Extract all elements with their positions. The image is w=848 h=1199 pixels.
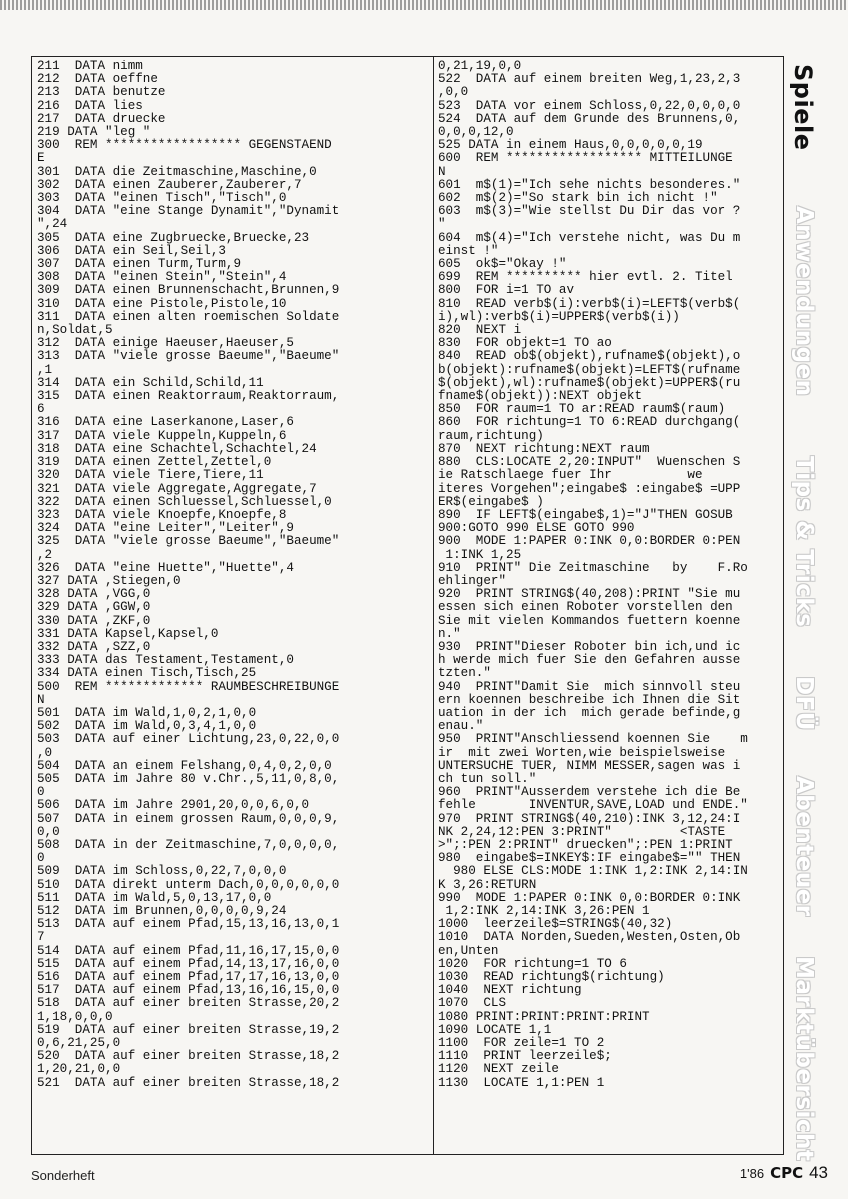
- code-line: 870 NEXT richtung:NEXT raum: [438, 441, 650, 456]
- code-line: ,0: [37, 745, 53, 760]
- code-line: 515 DATA auf einem Pfad,14,13,17,16,0,0: [37, 956, 340, 971]
- code-line: 990 MODE 1:PAPER 0:INK 0,0:BORDER 0:INK: [438, 890, 741, 905]
- code-line: 930 PRINT"Dieser Roboter bin ich,und ic: [438, 639, 741, 654]
- section-tab-spiele: Spiele: [789, 64, 817, 151]
- code-line: 305 DATA eine Zugbruecke,Bruecke,23: [37, 230, 310, 245]
- code-line: 500 REM ************* RAUMBESCHREIBUNGE: [37, 679, 340, 694]
- code-line: 1100 FOR zeile=1 TO 2: [438, 1036, 605, 1051]
- code-line: 304 DATA "eine Stange Dynamit","Dynamit: [37, 204, 340, 219]
- code-line: 327 DATA ,Stiegen,0: [37, 573, 181, 588]
- code-line: 1040 NEXT richtung: [438, 983, 582, 998]
- code-line: iteres Vorgehen";eingabe$ :eingabe$ =UPP: [438, 481, 741, 496]
- code-line: 850 FOR raum=1 TO ar:READ raum$(raum): [438, 402, 726, 417]
- code-line: NK 2,24,12:PEN 3:PRINT" <TASTE: [438, 824, 726, 839]
- code-line: 525 DATA in einem Haus,0,0,0,0,0,19: [438, 138, 703, 153]
- code-line: 514 DATA auf einem Pfad,11,16,17,15,0,0: [37, 943, 340, 958]
- code-line: 910 PRINT" Die Zeitmaschine by F.Ro: [438, 560, 748, 575]
- code-line: ": [438, 217, 446, 232]
- code-line: >";:PEN 2:PRINT" druecken";:PEN 1:PRINT: [438, 837, 733, 852]
- code-line: ern koennen beschreibe ich Ihnen die Sit: [438, 692, 741, 707]
- code-line: 1:INK 1,25: [438, 547, 522, 562]
- code-line: i),wl):verb$(i)=UPPER$(verb$(i)): [438, 309, 680, 324]
- code-line: 329 DATA ,GGW,0: [37, 600, 151, 615]
- code-line: 317 DATA viele Kuppeln,Kuppeln,6: [37, 428, 287, 443]
- code-line: N: [438, 164, 446, 179]
- code-line: 600 REM ****************** MITTEILUNGE: [438, 151, 733, 166]
- code-line: ,0,0: [438, 85, 469, 100]
- code-line: h werde mich fuer Sie den Gefahren ausse: [438, 653, 741, 668]
- code-line: 0: [37, 785, 45, 800]
- code-line: 1,18,0,0,0: [37, 1009, 113, 1024]
- code-line: uation in der ich mich gerade befinde,g: [438, 705, 741, 720]
- code-line: 1010 DATA Norden,Sueden,Westen,Osten,Ob: [438, 930, 741, 945]
- code-line: 1080 PRINT:PRINT:PRINT:PRINT: [438, 1009, 650, 1024]
- code-line: fname$(objekt)):NEXT objekt: [438, 389, 643, 404]
- code-line: 326 DATA "eine Huette","Huette",4: [37, 560, 294, 575]
- section-index-sidebar: [786, 56, 848, 1162]
- code-line: 900:GOTO 990 ELSE GOTO 990: [438, 521, 635, 536]
- code-line: 0,0: [37, 824, 60, 839]
- code-line: 219 DATA "leg ": [37, 125, 151, 140]
- code-line: 333 DATA das Testament,Testament,0: [37, 653, 294, 668]
- code-line: 518 DATA auf einer breiten Strasse,20,2: [37, 996, 340, 1011]
- code-line: 300 REM ****************** GEGENSTAEND: [37, 138, 332, 153]
- code-line: 940 PRINT"Damit Sie mich sinnvoll steu: [438, 679, 741, 694]
- code-line: 840 READ ob$(objekt),rufname$(objekt),o: [438, 349, 741, 364]
- code-line: ",24: [37, 217, 68, 232]
- code-line: 830 FOR objekt=1 TO ao: [438, 336, 612, 351]
- code-line: 699 REM ********** hier evtl. 2. Titel: [438, 270, 733, 285]
- code-line: fehle INVENTUR,SAVE,LOAD und ENDE.": [438, 798, 748, 813]
- code-line: 507 DATA in einem grossen Raum,0,0,0,9,: [37, 811, 340, 826]
- code-line: ch tun soll.": [438, 771, 537, 786]
- code-line: 331 DATA Kapsel,Kapsel,0: [37, 626, 219, 641]
- code-line: UNTERSUCHE TUER, NIMM MESSER,sagen was i: [438, 758, 741, 773]
- code-line: raum,richtung): [438, 428, 544, 443]
- code-line: 900 MODE 1:PAPER 0:INK 0,0:BORDER 0:PEN: [438, 534, 741, 549]
- perforation-edge: [0, 0, 848, 10]
- code-line: K 3,26:RETURN: [438, 877, 537, 892]
- code-line: 330 DATA ,ZKF,0: [37, 613, 151, 628]
- code-line: 318 DATA eine Schachtel,Schachtel,24: [37, 441, 317, 456]
- code-line: 522 DATA auf einem breiten Weg,1,23,2,3: [438, 72, 741, 87]
- code-line: 0: [37, 851, 45, 866]
- listing-column-left: [37, 60, 429, 1152]
- code-line: en,Unten: [438, 943, 499, 958]
- code-line: ehlinger": [438, 573, 507, 588]
- code-line: 322 DATA einen Schluessel,Schluessel,0: [37, 494, 332, 509]
- code-line: 0,0,0,12,0: [438, 125, 514, 140]
- code-line: 1070 CLS: [438, 996, 507, 1011]
- code-line: 313 DATA "viele grosse Baeume","Baeume": [37, 349, 340, 364]
- code-line: 920 PRINT STRING$(40,208):PRINT "Sie mu: [438, 587, 741, 602]
- code-line: einst !": [438, 243, 499, 258]
- code-line: 513 DATA auf einem Pfad,15,13,16,13,0,1: [37, 917, 340, 932]
- section-tab-marktübersicht: Marktübersicht: [791, 956, 817, 1162]
- code-line: 301 DATA die Zeitmaschine,Maschine,0: [37, 164, 317, 179]
- code-line: tzten.": [438, 666, 491, 681]
- code-line: ie Ratschlaege fuer Ihr we: [438, 468, 703, 483]
- code-line: 520 DATA auf einer breiten Strasse,18,2: [37, 1049, 340, 1064]
- code-line: 512 DATA im Brunnen,0,0,0,0,9,24: [37, 904, 287, 918]
- code-line: 950 PRINT"Anschliessend koennen Sie m: [438, 732, 748, 747]
- code-line: 332 DATA ,SZZ,0: [37, 639, 151, 654]
- section-tab-tips-tricks: Tips & Tricks: [791, 456, 817, 628]
- issue-label: 1'86: [739, 1166, 765, 1181]
- code-line: 323 DATA viele Knoepfe,Knoepfe,8: [37, 507, 287, 522]
- code-line: 334 DATA einen Tisch,Tisch,25: [37, 666, 257, 681]
- code-line: b(objekt):rufname$(objekt)=LEFT$(rufname: [438, 362, 741, 377]
- code-line: 511 DATA im Wald,5,0,13,17,0,0: [37, 890, 272, 905]
- code-line: 7: [37, 930, 45, 945]
- code-line: 211 DATA nimm: [37, 60, 143, 73]
- code-line: 310 DATA eine Pistole,Pistole,10: [37, 296, 287, 311]
- code-line: 509 DATA im Schloss,0,22,7,0,0,0: [37, 864, 287, 879]
- code-line: 605 ok$="Okay !": [438, 257, 567, 272]
- code-line: 319 DATA einen Zettel,Zettel,0: [37, 455, 272, 470]
- code-line: 601 m$(1)="Ich sehe nichts besonderes.": [438, 177, 741, 192]
- code-line: 501 DATA im Wald,1,0,2,1,0,0: [37, 705, 257, 720]
- section-tab-anwendungen: Anwendungen: [791, 206, 817, 397]
- code-line: 523 DATA vor einem Schloss,0,22,0,0,0,0: [438, 98, 741, 113]
- code-line: 217 DATA druecke: [37, 111, 166, 126]
- code-line: 1000 leerzeile$=STRING$(40,32): [438, 917, 673, 932]
- code-line: 1130 LOCATE 1,1:PEN 1: [438, 1075, 605, 1090]
- code-line: 315 DATA einen Reaktorraum,Reaktorraum,: [37, 389, 340, 404]
- code-line: n.": [438, 626, 461, 641]
- code-line: 510 DATA direkt unterm Dach,0,0,0,0,0,0: [37, 877, 340, 892]
- code-line: 502 DATA im Wald,0,3,4,1,0,0: [37, 719, 257, 734]
- code-line: 312 DATA einige Haeuser,Haeuser,5: [37, 336, 294, 351]
- code-line: 309 DATA einen Brunnenschacht,Brunnen,9: [37, 283, 340, 298]
- code-line: 503 DATA auf einer Lichtung,23,0,22,0,0: [37, 732, 340, 747]
- code-line: 980 eingabe$=INKEY$:IF eingabe$="" THEN: [438, 851, 741, 866]
- code-line: 505 DATA im Jahre 80 v.Chr.,5,11,0,8,0,: [37, 771, 340, 786]
- code-line: n,Soldat,5: [37, 323, 113, 338]
- code-line: 308 DATA "einen Stein","Stein",4: [37, 270, 287, 285]
- code-line: 820 NEXT i: [438, 323, 522, 338]
- code-line: 1,2:INK 2,14:INK 3,26:PEN 1: [438, 904, 650, 918]
- code-line: 311 DATA einen alten roemischen Soldate: [37, 309, 340, 324]
- code-line: 1030 READ richtung$(richtung): [438, 970, 665, 985]
- code-line: 1020 FOR richtung=1 TO 6: [438, 956, 627, 971]
- code-line: 517 DATA auf einem Pfad,13,16,16,15,0,0: [37, 983, 340, 998]
- page-footer: [740, 1163, 828, 1183]
- code-line: 316 DATA eine Laserkanone,Laser,6: [37, 415, 294, 430]
- code-line: 1090 LOCATE 1,1: [438, 1022, 552, 1037]
- code-line: 321 DATA viele Aggregate,Aggregate,7: [37, 481, 317, 496]
- code-line: 328 DATA ,VGG,0: [37, 587, 151, 602]
- code-line: 1120 NEXT zeile: [438, 1062, 559, 1077]
- publication-label: Sonderheft: [31, 1168, 95, 1183]
- code-line: 519 DATA auf einer breiten Strasse,19,2: [37, 1022, 340, 1037]
- code-line: ,1: [37, 362, 53, 377]
- code-line: 302 DATA einen Zauberer,Zauberer,7: [37, 177, 302, 192]
- code-line: 508 DATA in der Zeitmaschine,7,0,0,0,0,: [37, 837, 340, 852]
- listing-column-right: [438, 60, 781, 1152]
- code-line: 604 m$(4)="Ich verstehe nicht, was Du m: [438, 230, 741, 245]
- code-line: 0,21,19,0,0: [438, 60, 522, 73]
- section-tab-abenteuer: Abenteuer: [791, 776, 817, 917]
- code-line: essen sich einen Roboter vorstellen den: [438, 600, 733, 615]
- code-line: N: [37, 692, 45, 707]
- code-line: 880 CLS:LOCATE 2,20:INPUT" Wuenschen S: [438, 455, 741, 470]
- code-line: 325 DATA "viele grosse Baeume","Baeume": [37, 534, 340, 549]
- code-line: 516 DATA auf einem Pfad,17,17,16,13,0,0: [37, 970, 340, 985]
- code-line: ,2: [37, 547, 53, 562]
- code-line: 1110 PRINT leerzeile$;: [438, 1049, 612, 1064]
- code-line: E: [37, 151, 45, 166]
- code-line: 603 m$(3)="Wie stellst Du Dir das vor ?: [438, 204, 741, 219]
- code-line: 6: [37, 402, 45, 417]
- code-line: ER$(eingabe$ ): [438, 494, 544, 509]
- code-line: 810 READ verb$(i):verb$(i)=LEFT$(verb$(: [438, 296, 741, 311]
- code-line: 216 DATA lies: [37, 98, 143, 113]
- code-line: 800 FOR i=1 TO av: [438, 283, 575, 298]
- code-line: 980 ELSE CLS:MODE 1:INK 1,2:INK 2,14:IN: [438, 864, 748, 879]
- code-line: 602 m$(2)="So stark bin ich nicht !": [438, 191, 718, 206]
- code-line: Sie mit vielen Kommandos fuettern koenne: [438, 613, 741, 628]
- column-divider: [433, 56, 434, 1155]
- code-line: 524 DATA auf dem Grunde des Brunnens,0,: [438, 111, 741, 126]
- section-tab-dfü: DFÜ: [791, 676, 817, 731]
- code-line: ir mit zwei Worten,wie beispielsweise: [438, 745, 726, 760]
- code-line: 504 DATA an einem Felshang,0,4,0,2,0,0: [37, 758, 332, 773]
- code-line: $(objekt),wl):rufname$(objekt)=UPPER$(ru: [438, 375, 741, 390]
- code-line: 303 DATA "einen Tisch","Tisch",0: [37, 191, 287, 206]
- code-line: 960 PRINT"Ausserdem verstehe ich die Be: [438, 785, 741, 800]
- code-line: 970 PRINT STRING$(40,210):INK 3,12,24:I: [438, 811, 741, 826]
- code-line: 860 FOR richtung=1 TO 6:READ durchgang(: [438, 415, 741, 430]
- code-line: 506 DATA im Jahre 2901,20,0,0,6,0,0: [37, 798, 310, 813]
- code-line: 307 DATA einen Turm,Turm,9: [37, 257, 242, 272]
- code-line: 0,6,21,25,0: [37, 1036, 121, 1051]
- code-line: 890 IF LEFT$(eingabe$,1)="J"THEN GOSUB: [438, 507, 733, 522]
- code-line: 521 DATA auf einer breiten Strasse,18,2: [37, 1075, 340, 1090]
- code-line: 1,20,21,0,0: [37, 1062, 121, 1077]
- magazine-logo: CPC: [770, 1164, 804, 1182]
- page-number: 43: [809, 1163, 828, 1182]
- code-line: 213 DATA benutze: [37, 85, 166, 100]
- code-line: enau.": [438, 719, 484, 734]
- code-line: 324 DATA "eine Leiter","Leiter",9: [37, 521, 294, 536]
- code-line: 306 DATA ein Seil,Seil,3: [37, 243, 226, 258]
- code-line: 320 DATA viele Tiere,Tiere,11: [37, 468, 264, 483]
- code-line: 212 DATA oeffne: [37, 72, 158, 87]
- code-line: 314 DATA ein Schild,Schild,11: [37, 375, 264, 390]
